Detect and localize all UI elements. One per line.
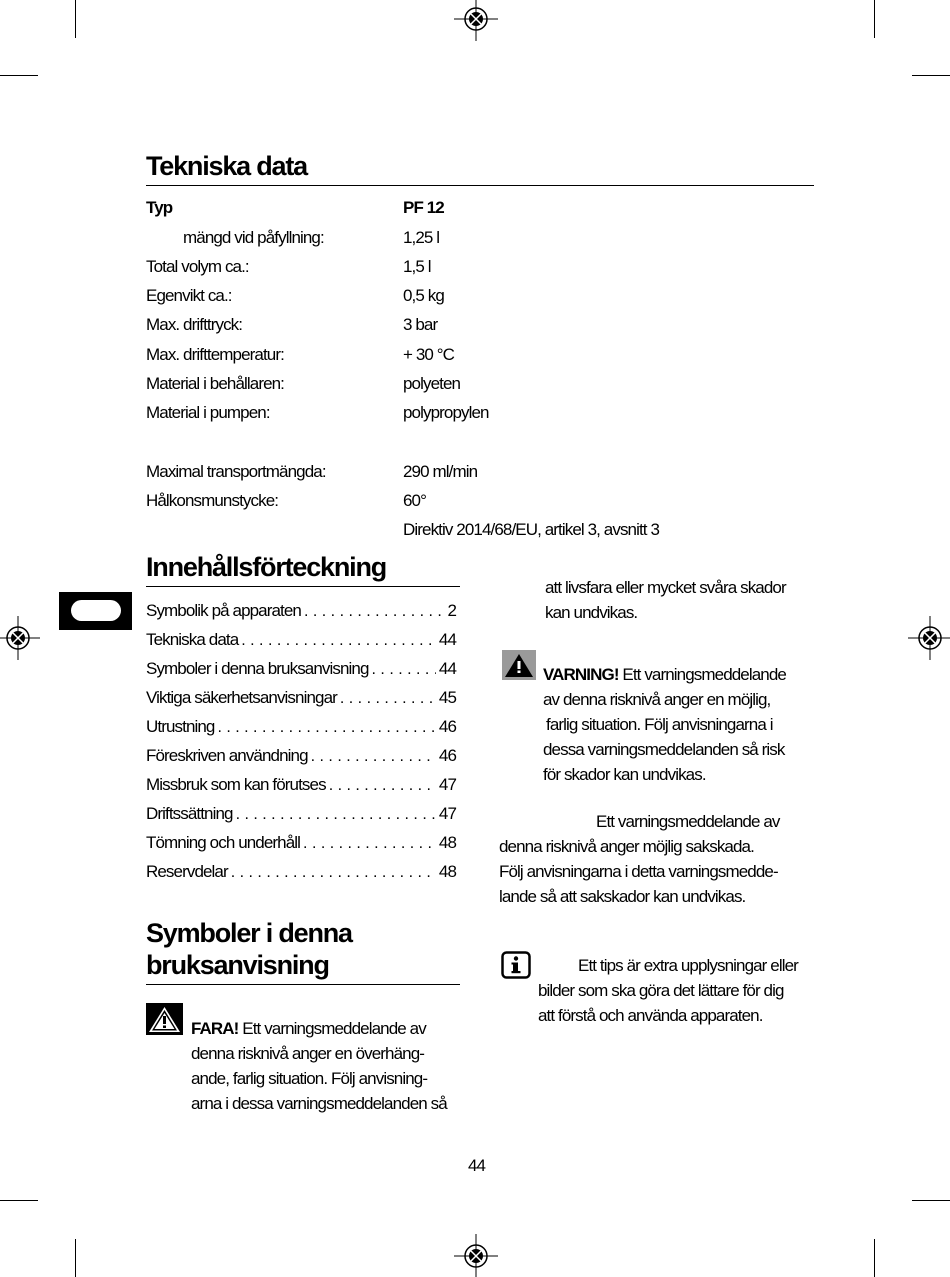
toc-item-page: 2 xyxy=(447,601,456,620)
warning-text-line: farlig situation. Följ anvisningarna i xyxy=(546,715,773,734)
danger-text-line: ande, farlig situation. Följ anvisning- xyxy=(191,1069,428,1088)
registration-mark-icon xyxy=(0,616,40,660)
symbols-heading-line1: Symboler i denna xyxy=(146,918,352,948)
symbols-rule xyxy=(146,984,460,985)
tech-data-rule xyxy=(146,185,814,186)
toc-leader-dots xyxy=(340,690,436,708)
toc-item-label: Viktiga säkerhetsanvisningar xyxy=(146,688,337,707)
tip-text-line: Ett tips är extra upplysningar eller xyxy=(578,956,798,975)
page-number: 44 xyxy=(468,1156,486,1175)
tech-row-label: Egenvikt ca.: xyxy=(146,286,232,305)
tech-data-heading: Tekniska data xyxy=(146,151,307,181)
danger-text-line: att livsfara eller mycket svåra skador xyxy=(545,578,786,597)
tech-row-label: Maximal transportmängda: xyxy=(146,462,326,481)
tech-row-value: 0,5 kg xyxy=(403,286,444,305)
toc-leader-dots xyxy=(372,661,436,679)
tech-row-label: Material i pumpen: xyxy=(146,403,270,422)
tech-row-label: Material i behållaren: xyxy=(146,374,285,393)
toc-item-label: Tekniska data xyxy=(146,630,239,649)
toc-leader-dots xyxy=(329,777,436,795)
tech-row-value: 1,5 l xyxy=(403,257,431,276)
toc-item-label: Tömning och underhåll xyxy=(146,833,301,852)
toc-leader-dots xyxy=(236,806,436,824)
tech-row-value: polypropylen xyxy=(403,403,489,422)
toc-item-page: 45 xyxy=(438,688,456,707)
toc-item-page: 48 xyxy=(438,862,456,881)
info-tip-icon xyxy=(501,951,531,979)
toc-heading: Innehållsförteckning xyxy=(146,552,387,582)
toc-item xyxy=(146,657,456,679)
warning-text-line: av denna risknivå anger en möjlig, xyxy=(543,690,771,709)
toc-item xyxy=(146,686,456,708)
toc-item-label: Missbruk som kan förutses xyxy=(146,775,326,794)
danger-label: FARA! xyxy=(191,1019,239,1038)
toc-item-label: Symboler i denna bruksanvisning xyxy=(146,659,369,678)
notice-text-line: lande så att sakskador kan undvikas. xyxy=(499,887,746,906)
toc-leader-dots xyxy=(217,719,435,737)
tech-row-label: Total volym ca.: xyxy=(146,257,249,276)
toc-item-page: 47 xyxy=(438,804,456,823)
toc-rule xyxy=(146,586,460,587)
registration-mark-icon xyxy=(908,616,950,660)
toc-item xyxy=(146,860,456,882)
toc-item xyxy=(146,715,456,737)
tech-row-value: + 30 °C xyxy=(403,345,455,364)
warning-text-line: för skador kan undvikas. xyxy=(543,765,706,784)
danger-text-line: arna i dessa varningsmeddelanden så xyxy=(191,1094,447,1113)
notice-text-line: denna risknivå anger möjlig sakskada. xyxy=(499,837,754,856)
danger-text-line: denna risknivå anger en överhäng- xyxy=(191,1044,425,1063)
language-tab-pill xyxy=(71,600,121,621)
language-tab-marker xyxy=(59,592,132,630)
toc-item-page: 48 xyxy=(438,833,456,852)
danger-warning-icon xyxy=(146,1003,183,1035)
toc-leader-dots xyxy=(241,632,436,650)
warning-icon xyxy=(502,650,536,680)
notice-text-line: Följ anvisningarna i detta varningsmedde- xyxy=(499,862,778,881)
tip-text-line: att förstå och använda apparaten. xyxy=(538,1006,763,1025)
toc-leader-dots xyxy=(311,748,436,766)
tech-row-label: Hålkonsmunstycke: xyxy=(146,491,279,510)
symbols-heading-line2: bruksanvisning xyxy=(146,950,329,980)
warning-label: VARNING! xyxy=(543,665,619,684)
tech-row-value: 290 ml/min xyxy=(403,462,478,481)
toc-item xyxy=(146,599,456,621)
danger-text-line: FARA! Ett varningsmeddelande av xyxy=(191,1019,426,1038)
toc-item xyxy=(146,831,456,853)
tech-row-value: polyeten xyxy=(403,374,461,393)
warning-text-line: dessa varningsmeddelanden så risk xyxy=(543,740,785,759)
toc-leader-dots xyxy=(231,864,436,882)
tech-row-value: 3 bar xyxy=(403,315,438,334)
warning-text-line: VARNING! Ett varningsmeddelande xyxy=(543,665,786,684)
tech-row-value: 60° xyxy=(403,491,427,510)
toc-item-page: 47 xyxy=(438,775,456,794)
tech-row-value: PF 12 xyxy=(403,198,444,217)
registration-mark-icon xyxy=(454,1234,498,1277)
toc-item-label: Driftssättning xyxy=(146,804,233,823)
tech-row-value: 1,25 l xyxy=(403,228,440,247)
toc-item-label: Föreskriven användning xyxy=(146,746,308,765)
toc-item-label: Utrustning xyxy=(146,717,215,736)
tech-row-label: Max. drifttemperatur: xyxy=(146,345,284,364)
toc-leader-dots xyxy=(304,603,444,621)
toc-item-label: Reservdelar xyxy=(146,862,228,881)
toc-item xyxy=(146,773,456,795)
toc-item xyxy=(146,802,456,824)
registration-mark-icon xyxy=(454,0,498,41)
toc-item-page: 44 xyxy=(438,630,456,649)
tech-directive-note: Direktiv 2014/68/EU, artikel 3, avsnitt 3 xyxy=(403,520,660,539)
toc-item-page: 44 xyxy=(438,659,456,678)
tip-text-line: bilder som ska göra det lättare för dig xyxy=(538,981,784,1000)
toc-leader-dots xyxy=(303,835,436,853)
toc-item xyxy=(146,628,456,650)
toc-item-page: 46 xyxy=(438,746,456,765)
tech-row-label: Max. drifttryck: xyxy=(146,315,243,334)
tech-row-label: Typ xyxy=(146,198,173,217)
notice-text-line: Ett varningsmeddelande av xyxy=(596,812,780,831)
toc-item xyxy=(146,744,456,766)
toc-item-label: Symbolik på apparaten xyxy=(146,601,301,620)
toc-item-page: 46 xyxy=(438,717,456,736)
tech-row-label: mängd vid påfyllning: xyxy=(183,228,324,247)
danger-text-line: kan undvikas. xyxy=(545,603,638,622)
